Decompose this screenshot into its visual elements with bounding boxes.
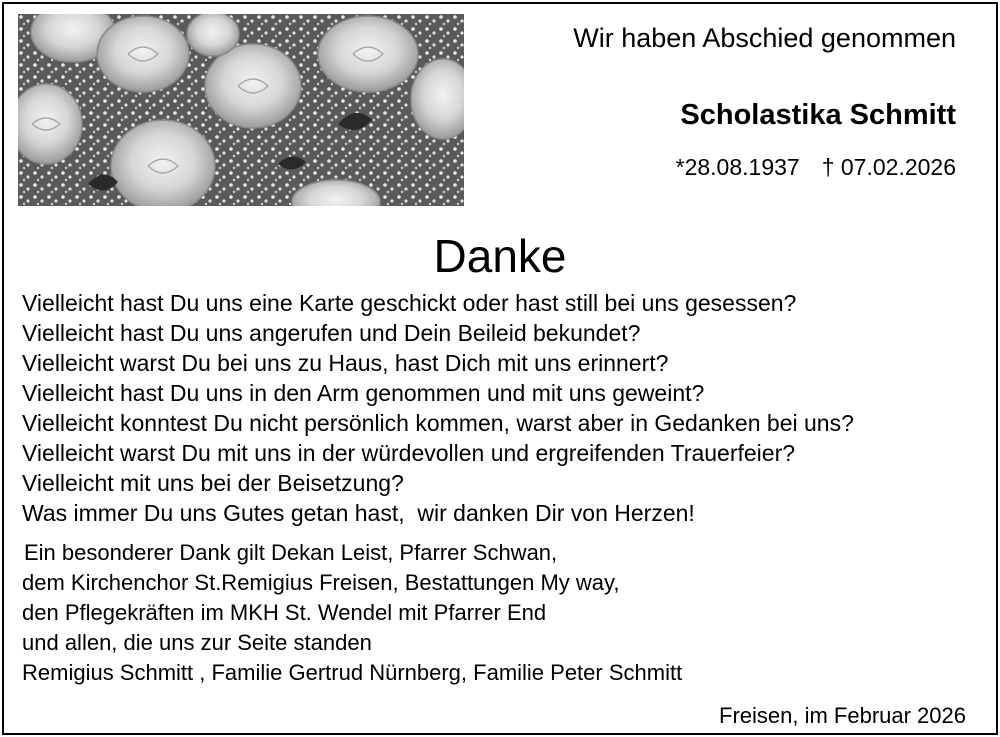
roses-image <box>18 14 464 206</box>
poem-line: Vielleicht hast Du uns in den Arm genommen und mit uns geweint? <box>22 380 705 406</box>
death-date: † 07.02.2026 <box>821 154 956 180</box>
thanks-line: Remigius Schmitt , Familie Gertrud Nürnberg, Familie Peter Schmitt <box>22 660 683 685</box>
poem-lines <box>22 288 982 528</box>
poem-line: Was immer Du uns Gutes getan hast, wir danken Dir von Herzen! <box>22 500 695 526</box>
life-dates <box>480 153 956 181</box>
poem-line: Vielleicht hast Du uns eine Karte geschickt oder hast still bei uns gesessen? <box>22 290 797 316</box>
thanks-line: den Pflegekräften im MKH St. Wendel mit Pfarrer End <box>22 600 547 625</box>
birth-date: *28.08.1937 <box>675 154 800 180</box>
farewell-heading: Wir haben Abschied genommen <box>573 23 956 53</box>
thanks-lines <box>22 538 982 688</box>
poem-line: Vielleicht mit uns bei der Beisetzung? <box>22 470 404 496</box>
thanks-line: dem Kirchenchor St.Remigius Freisen, Bestattungen My way, <box>22 570 620 595</box>
poem-line: Vielleicht konntest Du nicht persönlich kommen, warst aber in Gedanken bei uns? <box>22 410 854 436</box>
poem-line: Vielleicht warst Du mit uns in der würdevollen und ergreifenden Trauerfeier? <box>22 440 796 466</box>
poem-line: Vielleicht warst Du bei uns zu Haus, hast Dich mit uns erinnert? <box>22 350 669 376</box>
danke-title: Danke <box>433 230 567 282</box>
poem-line: Vielleicht hast Du uns angerufen und Dein Beileid bekundet? <box>22 320 641 346</box>
deceased-name: Scholastika Schmitt <box>680 99 956 131</box>
roses-photo <box>18 14 464 206</box>
thanks-line: Ein besonderer Dank gilt Dekan Leist, Pfarrer Schwan, <box>24 540 558 565</box>
thanks-line: und allen, die uns zur Seite standen <box>22 630 372 655</box>
place-date: Freisen, im Februar 2026 <box>719 703 966 728</box>
